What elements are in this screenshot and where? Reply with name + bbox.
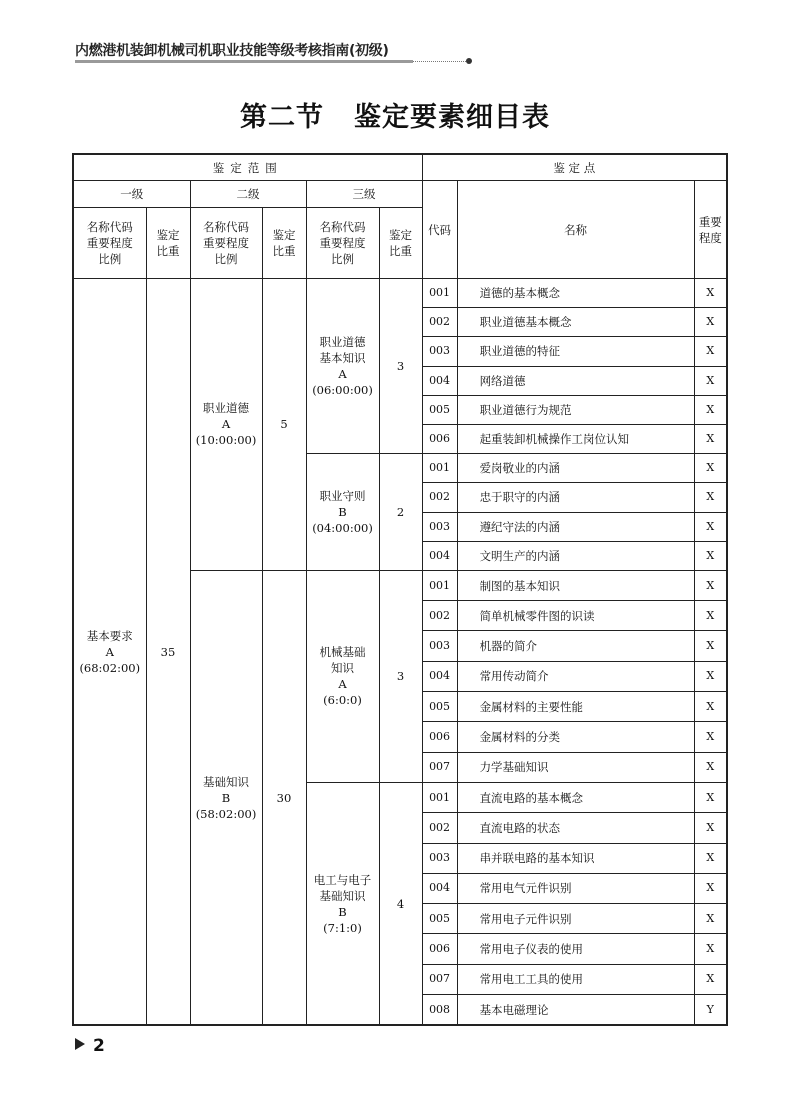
header-l1-weight: 鉴定 比重	[146, 208, 190, 279]
point-importance: X	[694, 454, 727, 483]
header-scope: 鉴定范围	[73, 154, 422, 181]
header-l1-namecode: 名称代码 重要程度 比例	[73, 208, 146, 279]
header-importance: 重要 程度	[694, 181, 727, 279]
point-importance: X	[694, 813, 727, 843]
point-name: 常用传动简介	[457, 661, 694, 691]
point-code: 008	[422, 995, 457, 1026]
level1-weight: 35	[146, 279, 190, 1026]
point-importance: X	[694, 964, 727, 994]
page-arrow-icon	[75, 1038, 85, 1050]
point-code: 006	[422, 934, 457, 964]
header-l2-namecode: 名称代码 重要程度 比例	[190, 208, 262, 279]
level3-weight-2: 2	[379, 454, 422, 571]
point-name: 金属材料的分类	[457, 722, 694, 752]
point-importance: X	[694, 279, 727, 308]
point-code: 002	[422, 308, 457, 337]
point-name: 职业道德的特征	[457, 337, 694, 366]
point-name: 常用电子仪表的使用	[457, 934, 694, 964]
point-importance: X	[694, 601, 727, 631]
point-code: 001	[422, 570, 457, 600]
section-title	[0, 95, 790, 134]
point-code: 002	[422, 601, 457, 631]
header-level3: 三级	[306, 181, 422, 208]
point-name: 爱岗敬业的内涵	[457, 454, 694, 483]
point-name: 忠于职守的内涵	[457, 483, 694, 512]
running-head-rule	[75, 60, 413, 63]
header-point: 鉴 定 点	[422, 154, 727, 181]
level2-weight-b: 30	[262, 570, 306, 1025]
level3-weight-1: 3	[379, 279, 422, 454]
section-title-text: 鉴定要素细目表	[354, 102, 550, 133]
point-code: 001	[422, 454, 457, 483]
point-importance: X	[694, 722, 727, 752]
level3-cell-4: 电工与电子 基础知识 B (7:1:0)	[306, 782, 379, 1025]
running-head-bullet-icon	[466, 58, 472, 64]
point-importance: X	[694, 692, 727, 722]
header-l3-namecode: 名称代码 重要程度 比例	[306, 208, 379, 279]
point-code: 003	[422, 512, 457, 541]
point-name: 文明生产的内涵	[457, 541, 694, 570]
point-code: 005	[422, 904, 457, 934]
point-code: 001	[422, 782, 457, 812]
page-number	[75, 1036, 105, 1056]
header-level2: 二级	[190, 181, 306, 208]
table-row	[73, 279, 727, 308]
point-code: 003	[422, 337, 457, 366]
appraisal-elements-table	[72, 153, 728, 1026]
point-name: 常用电子元件识别	[457, 904, 694, 934]
header-name: 名称	[457, 181, 694, 279]
header-row-levels	[73, 181, 727, 208]
header-row-top	[73, 154, 727, 181]
point-importance: X	[694, 873, 727, 903]
point-importance: X	[694, 541, 727, 570]
point-code: 004	[422, 366, 457, 395]
point-name: 简单机械零件图的识读	[457, 601, 694, 631]
point-code: 002	[422, 813, 457, 843]
point-importance: X	[694, 424, 727, 453]
point-name: 串并联电路的基本知识	[457, 843, 694, 873]
point-name: 金属材料的主要性能	[457, 692, 694, 722]
level2-cell-a: 职业道德 A (10:00:00)	[190, 279, 262, 571]
point-name: 职业道德基本概念	[457, 308, 694, 337]
point-name: 基本电磁理论	[457, 995, 694, 1026]
point-code: 007	[422, 964, 457, 994]
header-l2-weight: 鉴定 比重	[262, 208, 306, 279]
point-name: 制图的基本知识	[457, 570, 694, 600]
point-code: 006	[422, 424, 457, 453]
point-name: 力学基础知识	[457, 752, 694, 782]
point-name: 网络道德	[457, 366, 694, 395]
running-head	[75, 40, 475, 62]
level3-cell-3: 机械基础 知识 A (6:0:0)	[306, 570, 379, 782]
point-code: 003	[422, 843, 457, 873]
level2-weight-a: 5	[262, 279, 306, 571]
point-code: 001	[422, 279, 457, 308]
point-code: 004	[422, 541, 457, 570]
point-name: 常用电气元件识别	[457, 873, 694, 903]
point-code: 004	[422, 661, 457, 691]
header-l3-weight: 鉴定 比重	[379, 208, 422, 279]
running-head-dots	[413, 61, 468, 62]
point-name: 机器的简介	[457, 631, 694, 661]
point-importance: X	[694, 843, 727, 873]
point-code: 002	[422, 483, 457, 512]
point-name: 职业道德行为规范	[457, 395, 694, 424]
point-importance: Y	[694, 995, 727, 1026]
header-code: 代码	[422, 181, 457, 279]
point-importance: X	[694, 752, 727, 782]
point-code: 005	[422, 692, 457, 722]
level2-cell-b: 基础知识 B (58:02:00)	[190, 570, 262, 1025]
point-name: 起重装卸机械操作工岗位认知	[457, 424, 694, 453]
point-importance: X	[694, 366, 727, 395]
point-importance: X	[694, 483, 727, 512]
point-importance: X	[694, 782, 727, 812]
point-importance: X	[694, 904, 727, 934]
point-name: 常用电工工具的使用	[457, 964, 694, 994]
point-name: 直流电路的基本概念	[457, 782, 694, 812]
point-code: 006	[422, 722, 457, 752]
point-importance: X	[694, 570, 727, 600]
point-importance: X	[694, 512, 727, 541]
point-importance: X	[694, 934, 727, 964]
level1-cell: 基本要求 A (68:02:00)	[73, 279, 146, 1026]
level3-weight-4: 4	[379, 782, 422, 1025]
point-importance: X	[694, 661, 727, 691]
header-level1: 一级	[73, 181, 190, 208]
page-number-text: 2	[93, 1036, 105, 1056]
section-number: 第二节	[240, 102, 324, 133]
point-name: 遵纪守法的内涵	[457, 512, 694, 541]
point-name: 道德的基本概念	[457, 279, 694, 308]
point-code: 007	[422, 752, 457, 782]
point-importance: X	[694, 395, 727, 424]
running-head-text: 内燃港机装卸机械司机职业技能等级考核指南(初级)	[75, 43, 389, 59]
point-code: 005	[422, 395, 457, 424]
point-code: 003	[422, 631, 457, 661]
point-code: 004	[422, 873, 457, 903]
point-importance: X	[694, 337, 727, 366]
level3-cell-1: 职业道德 基本知识 A (06:00:00)	[306, 279, 379, 454]
point-importance: X	[694, 308, 727, 337]
point-importance: X	[694, 631, 727, 661]
point-name: 直流电路的状态	[457, 813, 694, 843]
level3-cell-2: 职业守则 B (04:00:00)	[306, 454, 379, 571]
level3-weight-3: 3	[379, 570, 422, 782]
